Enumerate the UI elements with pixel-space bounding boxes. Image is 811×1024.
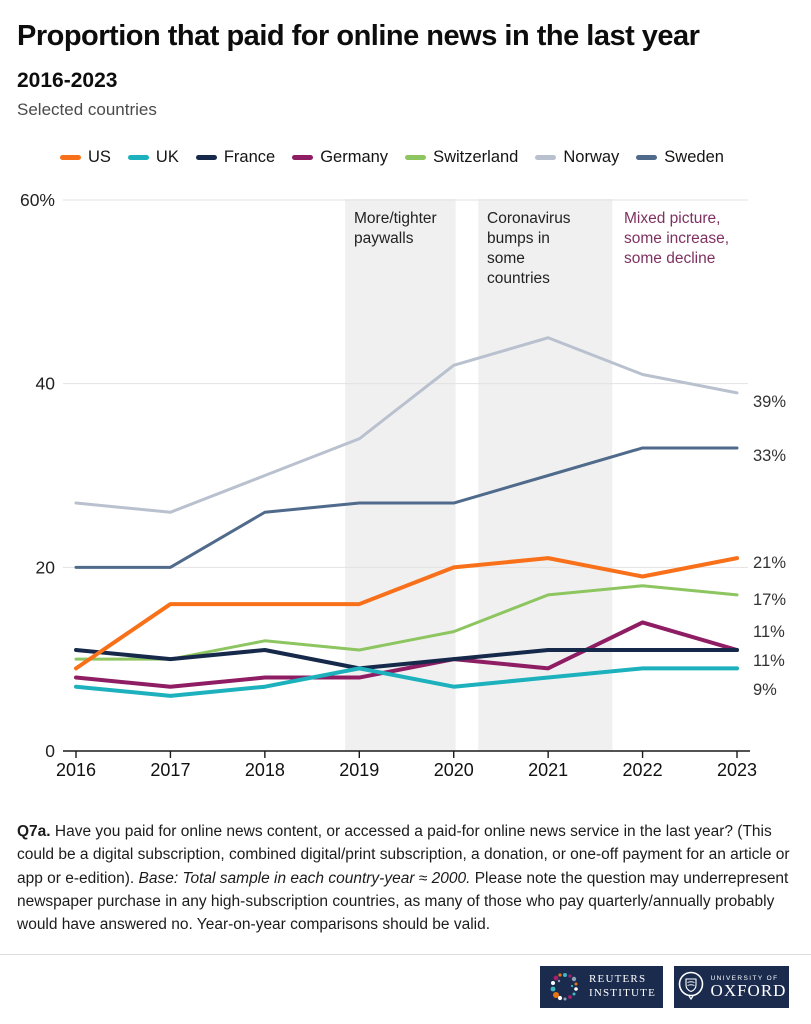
end-label-germany: 11% <box>753 623 785 641</box>
end-label-france: 11% <box>753 652 785 670</box>
legend-swatch-uk <box>128 155 149 160</box>
annotation-paywalls: More/tighter paywalls <box>354 210 437 248</box>
legend-item-sweden <box>636 148 724 167</box>
figure-subtitle: 2016-2023 <box>17 69 118 92</box>
legend-label-germany: Germany <box>320 148 389 166</box>
x-axis-label-2023: 2023 <box>716 760 758 780</box>
legend-label-sweden: Sweden <box>664 148 724 166</box>
y-axis-label-60: 60% <box>19 190 55 210</box>
end-label-us: 21% <box>753 554 787 572</box>
legend-swatch-sweden <box>636 155 657 160</box>
oxford-university-logo <box>674 966 789 1008</box>
legend-swatch-norway <box>535 155 556 160</box>
question-label: Q7a. <box>17 823 51 840</box>
reuters-logo-line1: REUTERS <box>588 973 647 986</box>
x-axis-label-2020: 2020 <box>433 760 474 780</box>
oxford-logo-small-text: UNIVERSITY OF <box>710 974 779 982</box>
end-label-norway: 39% <box>753 393 787 411</box>
legend-item-us <box>60 148 111 167</box>
x-axis-label-2017: 2017 <box>150 760 191 780</box>
x-axis-label-2022: 2022 <box>622 760 663 780</box>
chart-area <box>0 185 811 800</box>
annotation-coronavirus: Coronavirus bumps in some countries <box>487 210 571 288</box>
legend-label-uk: UK <box>155 148 179 166</box>
x-axis-label-2016: 2016 <box>55 760 97 780</box>
legend-item-uk <box>128 148 179 167</box>
oxford-crest-icon <box>677 970 705 1004</box>
page-title: Proportion that paid for online news in the last year <box>17 20 700 52</box>
legend-item-germany <box>292 148 388 167</box>
legend-label-us: US <box>88 148 111 166</box>
x-axis-label-2018: 2018 <box>244 760 285 780</box>
y-axis-label-20: 20 <box>35 557 55 578</box>
reuters-dot-globe-icon <box>547 969 583 1005</box>
x-axis-label-2019: 2019 <box>339 760 380 780</box>
legend-item-france <box>196 148 275 167</box>
footnote-text-2: Please note the question may underrepresent newspaper purchase in any high-subscription countries, as many of those who pay quarterly/annually probably would have answered no. Year-on-year comparisons should be valid. <box>17 869 789 933</box>
legend-label-switzerland: Switzerland <box>433 148 519 166</box>
legend-label-norway: Norway <box>563 148 620 166</box>
legend-swatch-germany <box>292 155 313 160</box>
legend-item-norway <box>535 148 619 167</box>
legend-label-france: France <box>223 148 276 166</box>
question-footnote <box>17 820 795 936</box>
line-chart <box>0 185 811 800</box>
reuters-logo-line2: INSTITUTE <box>588 987 656 999</box>
annotation-mixed-picture: Mixed picture, some increase, some decline <box>624 210 730 268</box>
reuters-institute-logo <box>540 966 663 1008</box>
x-axis-label-2021: 2021 <box>528 760 569 780</box>
legend-swatch-france <box>196 155 217 160</box>
end-label-switzerland: 17% <box>753 591 787 609</box>
chart-legend <box>60 148 724 167</box>
footer-divider <box>0 954 811 955</box>
legend-swatch-us <box>60 155 81 160</box>
oxford-logo-big-text: OXFORD <box>710 980 787 1000</box>
legend-item-switzerland <box>405 148 518 167</box>
y-axis-label-0: 0 <box>45 741 55 761</box>
legend-swatch-switzerland <box>405 155 426 160</box>
figure-note: Selected countries <box>17 100 157 119</box>
end-label-sweden: 33% <box>753 447 787 465</box>
footnote-base-italic: Base: Total sample in each country-year ≈ 2000. <box>138 869 471 887</box>
footnote-text-1: Have you paid for online news content, or accessed a paid-for online news service in the last year? (This could be a digital subscription, combined digital/print subscription, a donation, or one-off payment for an article or app or e-edition). <box>17 823 790 887</box>
end-label-uk: 9% <box>753 681 777 699</box>
y-axis-label-40: 40 <box>35 373 55 394</box>
